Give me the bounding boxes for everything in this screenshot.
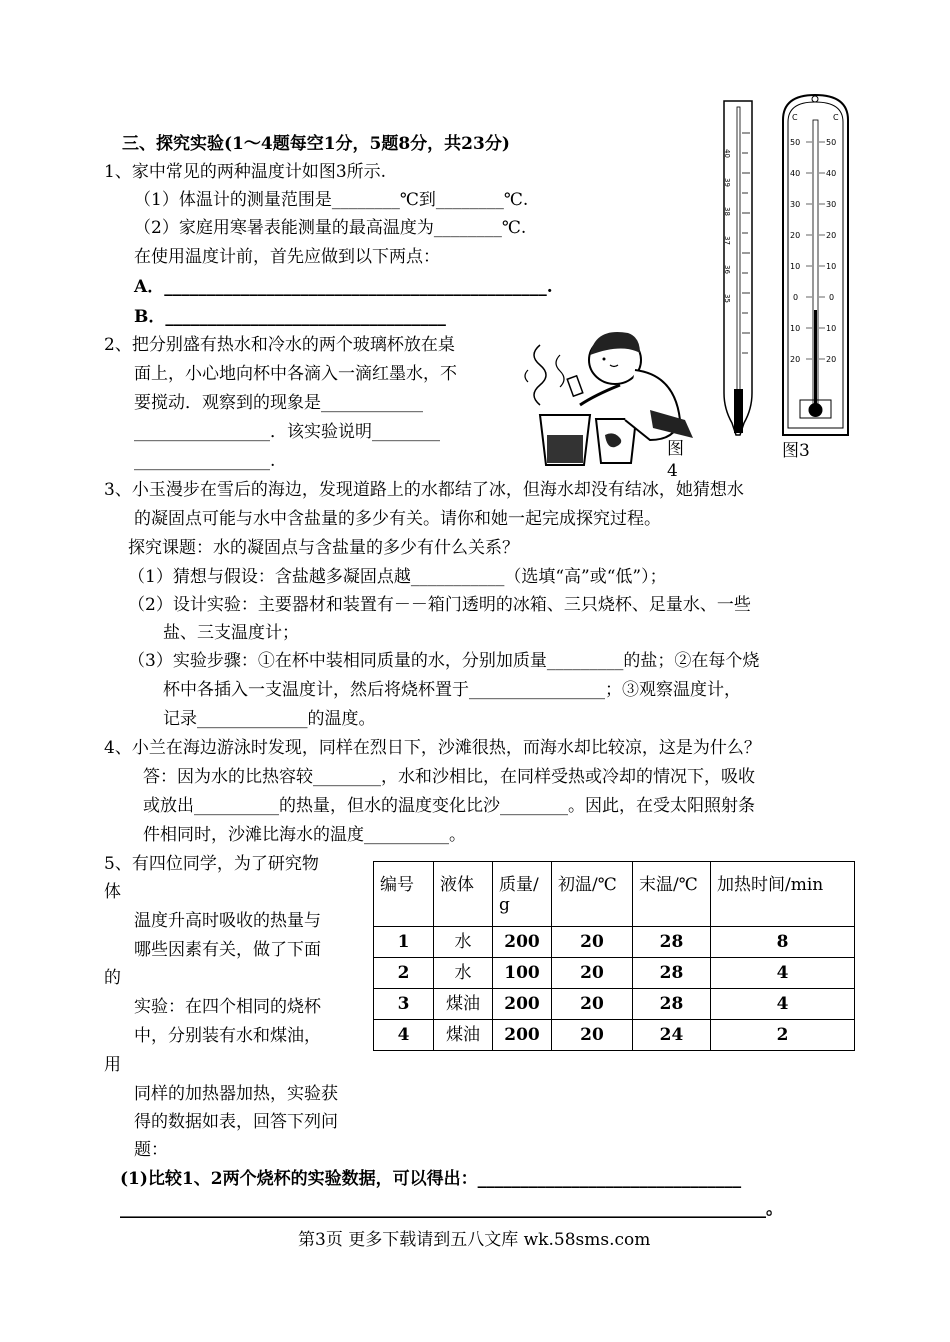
q5-line9: 同样的加热器加热，实验获	[134, 1084, 338, 1104]
page-footer: 第3页 更多下载请到五八文库 wk.58sms.com	[298, 1230, 651, 1250]
q5-line1: 5、有四位同学，为了研究物	[104, 854, 319, 874]
clinical-scale-36: 36	[723, 265, 731, 274]
figure-4-label-2: 4	[667, 461, 678, 481]
wall-scale-40: 40	[790, 169, 801, 178]
q5-line3: 温度升高时吸收的热量与	[134, 911, 321, 931]
table-cell: 20	[552, 1020, 633, 1051]
q1-part1: （1）体温计的测量范围是________℃到________℃.	[134, 190, 529, 210]
q3-line3: 探究课题：水的凝固点与含盐量的多少有什么关系？	[128, 538, 519, 558]
table-header-cell: 液体	[434, 862, 493, 927]
table-header-cell: 初温/℃	[552, 862, 633, 927]
q4-line3: 或放出__________的热量，但水的温度变化比沙________。因此，在受太阳照射条	[143, 796, 755, 816]
table-row	[374, 989, 855, 1020]
wall-scale-30: 30	[790, 200, 801, 209]
q3-line8: 杯中各插入一支温度计，然后将烧杯置于________________；③观察温度计，	[163, 680, 741, 700]
q3-line4: （1）猜想与假设：含盐越多凝固点越___________（选填“高”或“低”）；	[128, 567, 667, 587]
wall-scale-r-30: 30	[826, 200, 837, 209]
table-cell: 1	[374, 927, 434, 958]
q3-line6: 盐、三支温度计；	[163, 623, 299, 643]
q5-line10: 得的数据如表，回答下列问	[134, 1112, 338, 1132]
table-cell: 2	[711, 1020, 855, 1051]
figure-4-label-1: 图	[667, 439, 684, 459]
q4-line1: 4、小兰在海边游泳时发现，同样在烈日下，沙滩很热，而海水却比较凉，这是为什么？	[104, 738, 761, 758]
wall-scale-r-50: 50	[826, 138, 837, 147]
wall-scale-50: 50	[790, 138, 801, 147]
table-cell: 20	[552, 927, 633, 958]
table-cell: 4	[711, 958, 855, 989]
q3-line1: 3、小玉漫步在雪后的海边，发现道路上的水都结了冰，但海水却没有结冰，她猜想水	[104, 480, 744, 500]
table-cell: 8	[711, 927, 855, 958]
wall-scale-20: 20	[790, 231, 801, 240]
table-cell: 100	[493, 958, 552, 989]
q2-line5: ________________.	[134, 451, 276, 471]
table-cell: 煤油	[434, 989, 493, 1020]
table-cell: 24	[633, 1020, 711, 1051]
q4-line4: 件相同时，沙滩比海水的温度__________。	[143, 825, 466, 845]
q5-line7: 中，分别装有水和煤油，	[134, 1026, 321, 1046]
clinical-scale-40: 40	[723, 149, 731, 158]
table-cell: 煤油	[434, 1020, 493, 1051]
table-cell: 200	[493, 927, 552, 958]
q4-line2: 答：因为水的比热容较________，水和沙相比，在同样受热或冷却的情况下，吸收	[143, 767, 755, 787]
q5-sub1: (1)比较1、2两个烧杯的实验数据，可以得出：_______________________________	[120, 1169, 742, 1189]
q5-line5: 的	[104, 968, 121, 988]
wall-scale-r-40: 40	[826, 169, 837, 178]
wall-scale-neg20: 20	[790, 355, 801, 364]
wall-scale-r-0: 0	[829, 293, 835, 302]
wall-scale-r-neg20: 20	[826, 355, 837, 364]
wall-thermometer-figure	[778, 90, 853, 442]
clinical-scale-39: 39	[723, 178, 731, 187]
wall-scale-r-10: 10	[826, 262, 837, 271]
q5-sub1-cont: ____________________________________________________________________________。	[120, 1199, 783, 1219]
table-cell: 20	[552, 989, 633, 1020]
table-row	[374, 1020, 855, 1051]
table-row	[374, 958, 855, 989]
table-header-cell: 编号	[374, 862, 434, 927]
q5-line11: 题：	[134, 1140, 168, 1160]
q2-line4: ________________．该实验说明________	[134, 422, 440, 442]
table-cell: 4	[711, 989, 855, 1020]
wall-unit-right: C	[833, 113, 839, 122]
q2-line3: 要搅动．观察到的现象是____________	[134, 393, 423, 413]
q1-part2: （2）家庭用寒暑表能测量的最高温度为________℃.	[134, 218, 527, 238]
q3-line2: 的凝固点可能与水中含盐量的多少有关。请你和她一起完成探究过程。	[134, 509, 661, 529]
table-cell: 水	[434, 927, 493, 958]
q5-line8: 用	[104, 1055, 121, 1075]
table-cell: 水	[434, 958, 493, 989]
q5-line2: 体	[104, 882, 121, 902]
wall-unit-left: C	[792, 113, 798, 122]
table-header-cell: 质量/g	[493, 862, 552, 927]
wall-scale-0: 0	[793, 293, 799, 302]
table-cell: 3	[374, 989, 434, 1020]
q1-stem: 1、家中常见的两种温度计如图3所示.	[104, 162, 387, 182]
q3-line7: （3）实验步骤：①在杯中装相同质量的水，分别加质量_________的盐；②在每个烧	[128, 651, 760, 671]
table-cell: 4	[374, 1020, 434, 1051]
q3-line5: （2）设计实验：主要器材和装置有－－箱门透明的冰箱、三只烧杯、足量水、一些	[128, 595, 751, 615]
table-cell: 200	[493, 989, 552, 1020]
table-header-row	[374, 862, 855, 927]
q5-line6: 实验：在四个相同的烧杯	[134, 997, 321, 1017]
clinical-scale-35: 35	[723, 294, 731, 303]
table-cell: 28	[633, 958, 711, 989]
clinical-thermometer-figure	[718, 93, 758, 445]
q3-line9: 记录_____________的温度。	[163, 709, 376, 729]
wall-scale-neg10: 10	[790, 324, 801, 333]
table-cell: 2	[374, 958, 434, 989]
wall-scale-r-20: 20	[826, 231, 837, 240]
section-title: 三、探究实验(1～4题每空1分，5题8分，共23分)	[122, 134, 510, 154]
q1-answer-b: B．_________________________________	[134, 307, 446, 327]
wall-scale-10: 10	[790, 262, 801, 271]
clinical-scale-37: 37	[723, 236, 731, 245]
clinical-scale-38: 38	[723, 207, 731, 216]
wall-scale-r-neg10: 10	[826, 324, 837, 333]
q5-line4: 哪些因素有关，做了下面	[134, 940, 321, 960]
q2-line1: 2、把分别盛有热水和冷水的两个玻璃杯放在桌	[104, 335, 455, 355]
q2-line2: 面上，小心地向杯中各滴入一滴红墨水，不	[134, 364, 457, 384]
table-cell: 20	[552, 958, 633, 989]
table-header-cell: 加热时间/min	[711, 862, 855, 927]
q1-part3: 在使用温度计前，首先应做到以下两点：	[134, 247, 440, 267]
q1-answer-a: A．_____________________________________________.	[134, 277, 553, 297]
figure-3-label: 图3	[782, 441, 810, 461]
table-header-cell: 末温/℃	[633, 862, 711, 927]
table-cell: 28	[633, 989, 711, 1020]
experiment-data-table	[373, 861, 855, 1051]
table-cell: 28	[633, 927, 711, 958]
table-cell: 200	[493, 1020, 552, 1051]
table-row	[374, 927, 855, 958]
